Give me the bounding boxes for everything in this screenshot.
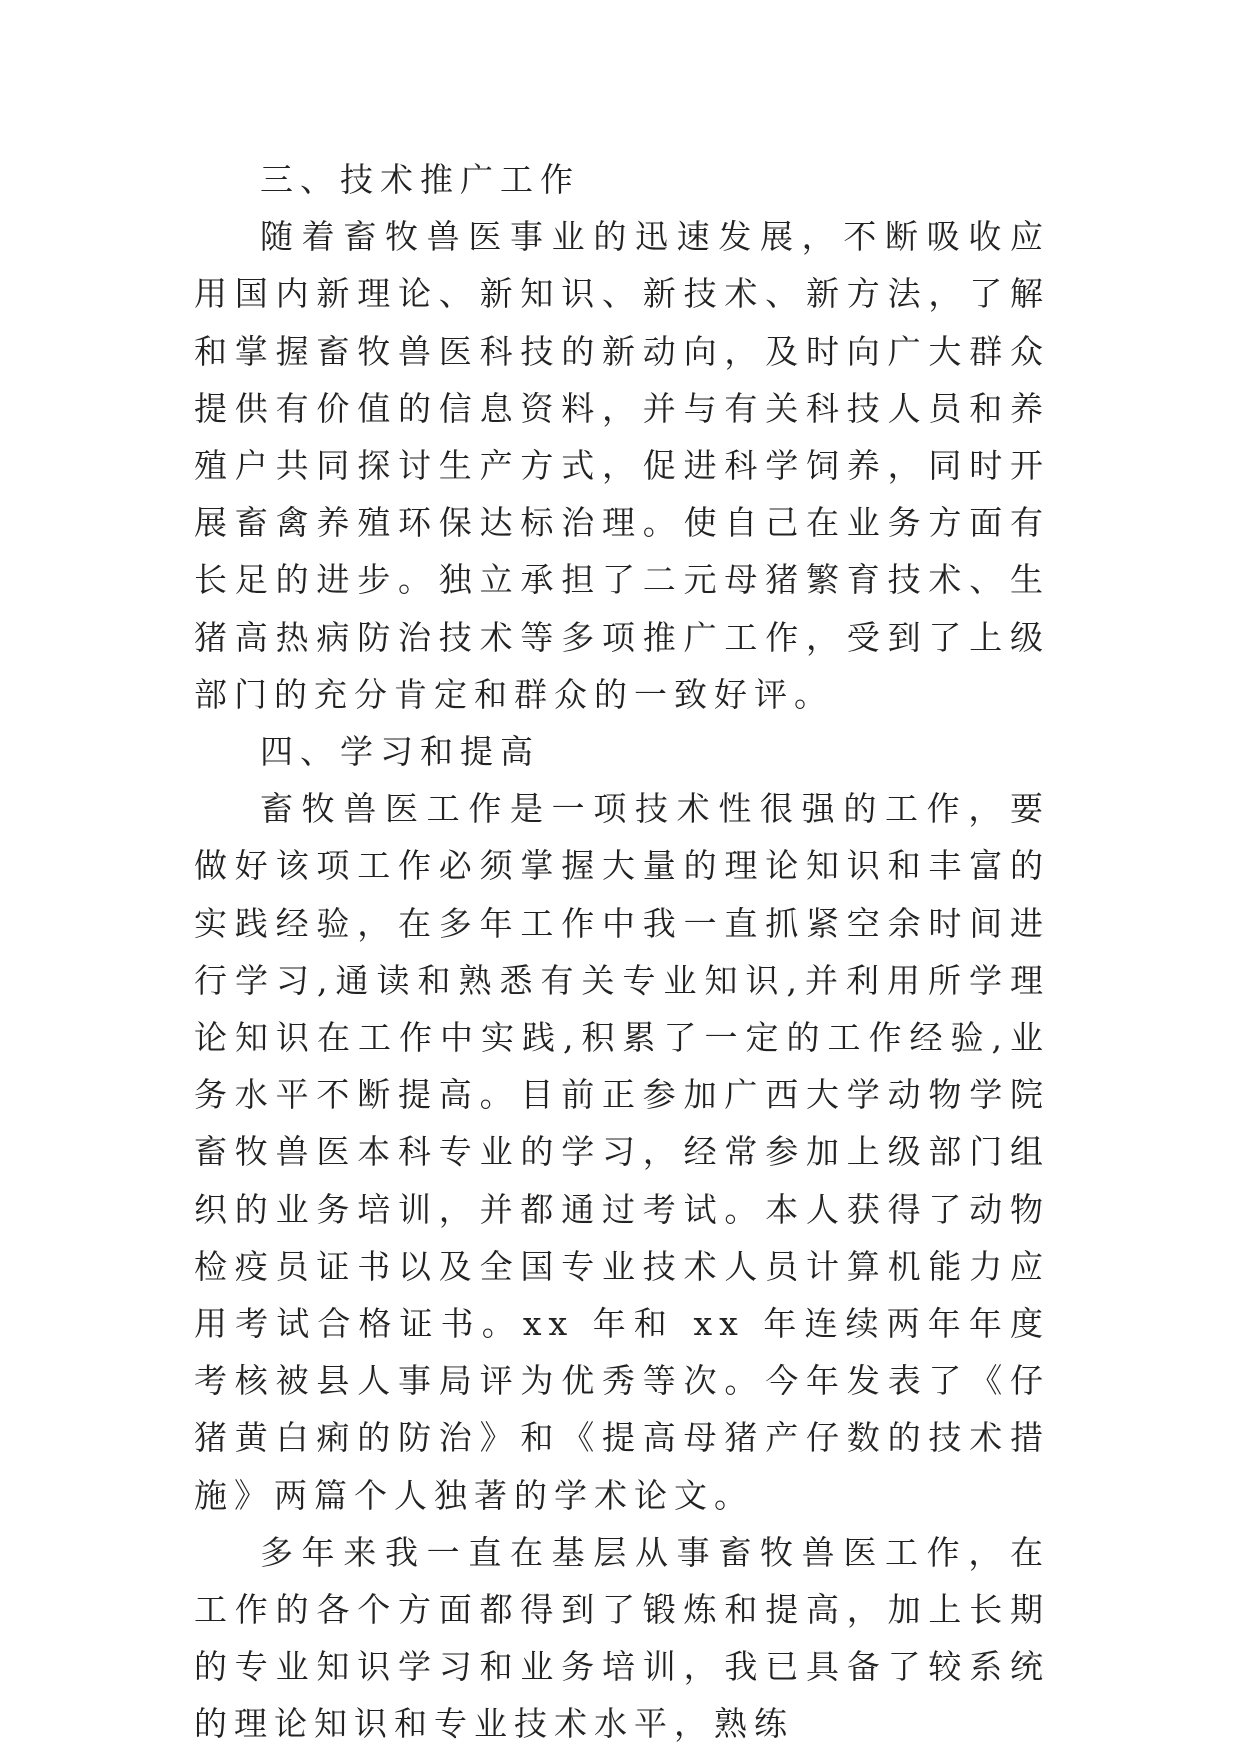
paragraph-summary: 多年来我一直在基层从事畜牧兽医工作，在工作的各个方面都得到了锻炼和提高，加上长期的专业知识学习和业务培训，我已具备了较系统的理论知识和专业技术水平，熟练 (194, 1532, 1050, 1744)
section-heading-study: 四、学习和提高 (260, 732, 540, 772)
document-body (194, 151, 1050, 1753)
paragraph-tech-promotion: 随着畜牧兽医事业的迅速发展，不断吸收应用国内新理论、新知识、新技术、新方法，了解和掌握畜牧兽医科技的新动向，及时向广大群众提供有价值的信息资料，并与有关科技人员和养殖户共同探讨生产方式，促进科学饲养，同时开展畜禽养殖环保达标治理。使自己在业务方面有长足的进步。独立承担了二元母猪繁育技术、生猪高热病防治技术等多项推广工作，受到了上级部门的充分肯定和群众的一致好评。 (194, 217, 1050, 714)
section-heading-tech-promotion: 三、技术推广工作 (260, 160, 580, 199)
paragraph-study: 畜牧兽医工作是一项技术性很强的工作，要做好该项工作必须掌握大量的理论知识和丰富的实践经验，在多年工作中我一直抓紧空余时间进行学习,通读和熟悉有关专业知识,并利用所学理论知识在工作中实践,积累了一定的工作经验,业务水平不断提高。目前正参加广西大学动物学院畜牧兽医本科专业的学习，经常参加上级部门组织的业务培训，并都通过考试。本人获得了动物检疫员证书以及全国专业技术人员计算机能力应用考试合格证书。xx 年和 xx 年连续两年年度考核被县人事局评为优秀等次。今年发表了《仔猪黄白痢的防治》和《提高母猪产仔数的技术措施》两篇个人独著的学术论文。 (194, 789, 1050, 1515)
